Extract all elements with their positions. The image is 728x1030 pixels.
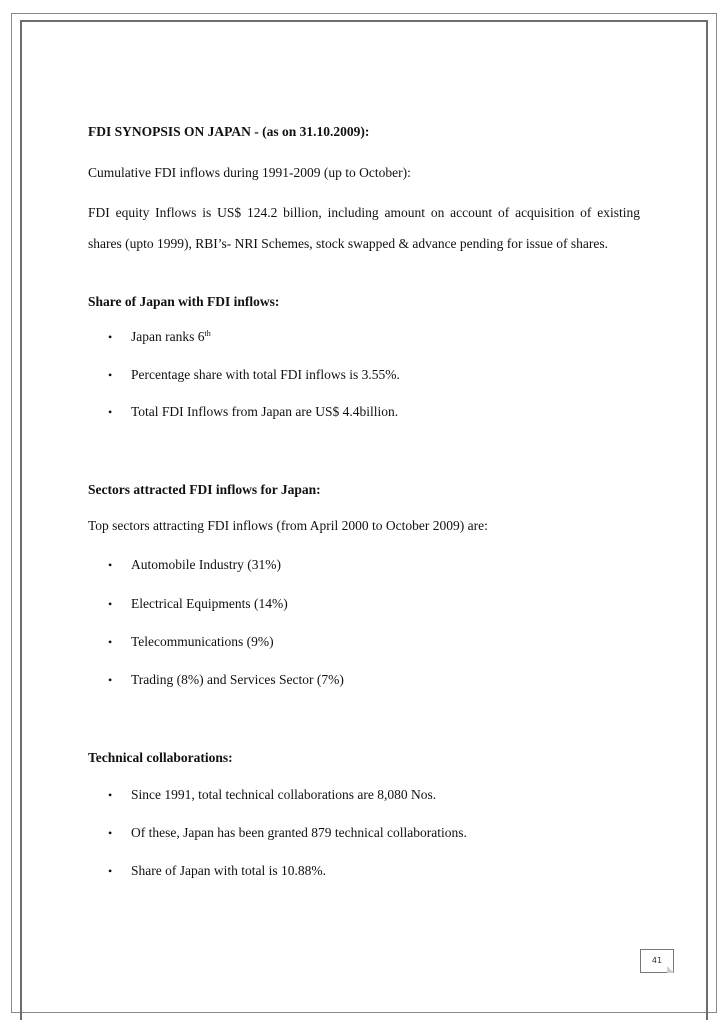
list-item: • Since 1991, total technical collaborations are 8,080 Nos. [108, 787, 437, 802]
sectors-intro: Top sectors attracting FDI inflows (from April 2000 to October 2009) are: [88, 518, 488, 533]
page-number: 41 [651, 956, 663, 965]
list-item: • Automobile Industry (31%) [108, 557, 281, 572]
list-item: • Total FDI Inflows from Japan are US$ 4.4billion. [108, 404, 399, 419]
bullet-icon: • [108, 368, 113, 382]
cumulative-line: Cumulative FDI inflows during 1991-2009 (up to October): [88, 165, 411, 180]
bullet-icon: • [108, 788, 113, 802]
bullet-icon: • [108, 330, 113, 344]
bullet-icon: • [108, 405, 113, 419]
list-item: • Telecommunications (9%) [108, 634, 274, 649]
sectors-section-title: Sectors attracted FDI inflows for Japan: [88, 482, 321, 497]
bullet-icon: • [108, 673, 113, 687]
bullet-icon: • [108, 826, 113, 840]
bullet-icon: • [108, 635, 113, 649]
list-item: • Electrical Equipments (14%) [108, 596, 288, 611]
list-item: • Percentage share with total FDI inflows is 3.55%. [108, 367, 400, 382]
page-corner-fold [667, 966, 674, 973]
bullet-icon: • [108, 558, 113, 572]
list-item: • Share of Japan with total is 10.88%. [108, 863, 326, 878]
bullet-icon: • [108, 597, 113, 611]
share-section-title: Share of Japan with FDI inflows: [88, 294, 280, 309]
list-item: • Of these, Japan has been granted 879 technical collaborations. [108, 825, 467, 840]
page-heading: FDI SYNOPSIS ON JAPAN - (as on 31.10.2009): [88, 124, 370, 139]
tech-section-title: Technical collaborations: [88, 750, 233, 765]
bullet-icon: • [108, 864, 113, 878]
equity-paragraph: FDI equity Inflows is US$ 124.2 billion, including amount on account of acquisition of existing shares (upto 1999), RBI’s- NRI Schemes, stock swapped & advance pending for issue of shares. [88, 205, 640, 251]
page-number-box [640, 949, 674, 973]
list-item: • Japan ranks 6th [108, 329, 211, 344]
list-item: • Trading (8%) and Services Sector (7%) [108, 672, 344, 687]
